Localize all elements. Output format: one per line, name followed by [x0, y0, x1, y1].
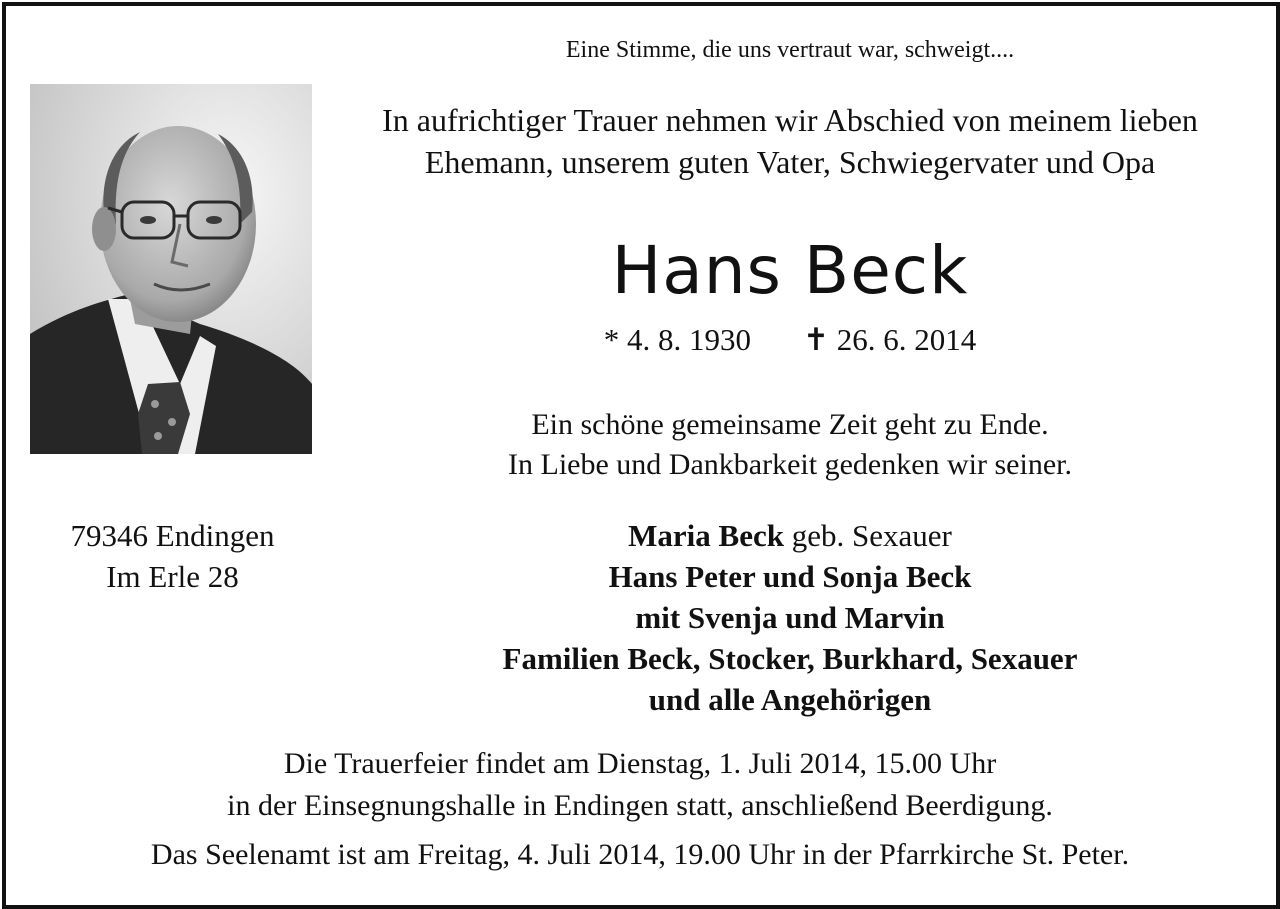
family-line-3 [300, 597, 1280, 638]
verse-line-2: In Liebe und Dankbarkeit gedenken wir seiner. [508, 448, 1072, 481]
family-line-4 [300, 638, 1280, 679]
widow-maiden-name: geb. Sexauer [783, 518, 952, 553]
birth-date: * 4. 8. 1930 [603, 322, 751, 357]
address-street: Im Erle 28 [106, 559, 239, 594]
family-line-1 [300, 515, 1280, 556]
intro-line-2: Ehemann, unserem guten Vater, Schwiegervater und Opa [424, 144, 1156, 180]
family-relatives: und alle Angehörigen [648, 682, 932, 717]
family-families: Familien Beck, Stocker, Burkhard, Sexauer [502, 641, 1078, 676]
deceased-name: Hans Beck [611, 232, 969, 309]
widow-name: Maria Beck [628, 518, 784, 553]
intro-line-1: In aufrichtiger Trauer nehmen wir Abschied von meinem lieben [382, 102, 1198, 138]
address-block [30, 515, 315, 597]
family-line-5 [300, 679, 1280, 720]
service-line-2: in der Einsegnungshalle in Endingen statt, anschließend Beerdigung. [227, 789, 1053, 822]
portrait-photo [30, 84, 312, 454]
death-date: ✝ 26. 6. 2014 [803, 322, 977, 357]
requiem-line: Das Seelenamt ist am Freitag, 4. Juli 2014, 19.00 Uhr in der Pfarrkirche St. Peter. [150, 838, 1130, 871]
life-dates [300, 322, 1280, 358]
motto-line: Eine Stimme, die uns vertraut war, schweigt.... [565, 37, 1015, 63]
service-line-1: Die Trauerfeier findet am Dienstag, 1. Juli 2014, 15.00 Uhr [283, 747, 997, 780]
verse-line-1: Ein schöne gemeinsame Zeit geht zu Ende. [531, 408, 1049, 441]
address-city: 79346 Endingen [70, 518, 275, 553]
portrait-image [30, 84, 312, 454]
family-son: Hans Peter und Sonja Beck [608, 559, 972, 594]
family-line-2 [300, 556, 1280, 597]
family-grandchildren: mit Svenja und Marvin [635, 600, 945, 635]
